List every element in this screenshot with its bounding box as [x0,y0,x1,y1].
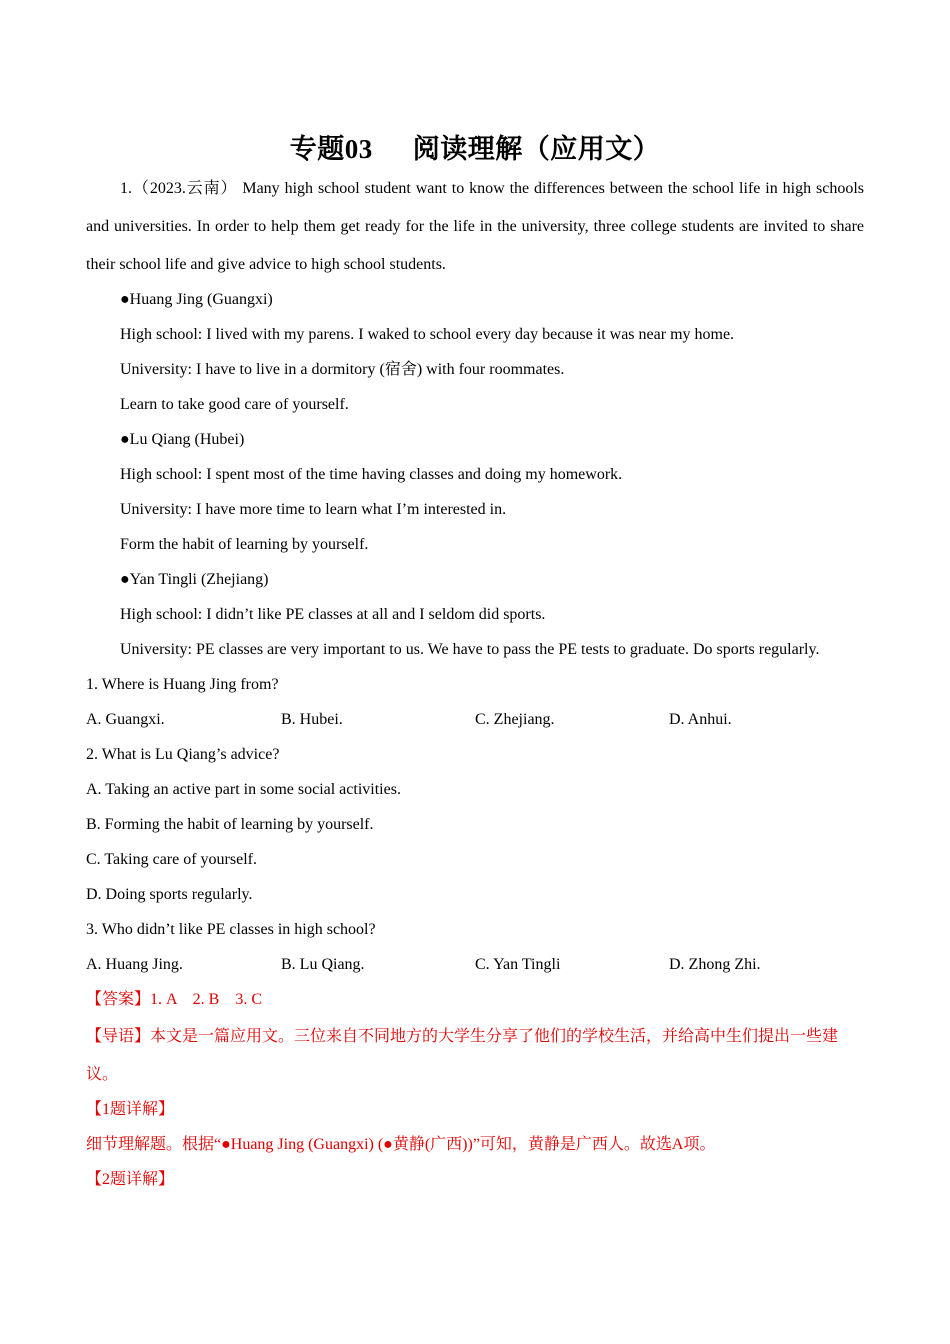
option-c: C. Zhejiang. [475,711,555,728]
student-advice: Form the habit of learning by yourself. [120,536,369,553]
student-high-school: High school: I spent most of the time having classes and doing my homework. [120,466,623,483]
detail-1-text: 细节理解题。根据“●Huang Jing (Guangxi) (●黄静(广西))”可知，黄静是广西人。故选A项。 [86,1136,716,1153]
option-b: B. Hubei. [281,711,343,728]
student-high-school: High school: I didn’t like PE classes at all and I seldom did sports. [120,606,546,623]
student-name: ●Huang Jing (Guangxi) [120,291,273,308]
option-a: A. Guangxi. [86,711,165,728]
page-title [86,127,864,166]
question-1: 1. Where is Huang Jing from? [86,676,279,693]
option-c: C. Yan Tingli [475,956,561,973]
student-high-school: High school: I lived with my parens. I waked to school every day because it was near my home. [120,326,735,343]
option-b: B. Forming the habit of learning by yourself. [86,816,374,833]
student-university: University: I have to live in a dormitory (宿舍) with four roommates. [120,361,565,378]
title-part-2: 阅读理解（应用文） [412,134,661,164]
student-advice: Learn to take good care of yourself. [120,396,349,413]
option-a: A. Huang Jing. [86,956,183,973]
option-d: D. Doing sports regularly. [86,886,253,903]
question-2: 2. What is Lu Qiang’s advice? [86,746,280,763]
detail-2-heading: 【2题详解】 [86,1171,175,1188]
passage-intro: 1.（2023.云南） Many high school student want to know the differences between the school life in high schools and universities. In order to help them get ready for the life in the university, three college students are invited to share their school life and give advice to high school students. [86,180,864,273]
student-university: University: PE classes are very important to us. We have to pass the PE tests to graduate. Do sports regularly. [120,641,820,658]
student-university: University: I have more time to learn what I’m interested in. [120,501,507,518]
student-name: ●Lu Qiang (Hubei) [120,431,245,448]
option-c: C. Taking care of yourself. [86,851,257,868]
guide-text: 【导语】本文是一篇应用文。三位来自不同地方的大学生分享了他们的学校生活，并给高中生们提出一些建议。 [86,1028,839,1083]
answer-key: 【答案】1. A 2. B 3. C [86,991,263,1008]
student-name: ●Yan Tingli (Zhejiang) [120,571,269,588]
option-d: D. Zhong Zhi. [669,956,761,973]
title-part-1: 专题03 [289,134,373,164]
option-a: A. Taking an active part in some social activities. [86,781,401,798]
option-d: D. Anhui. [669,711,732,728]
question-3: 3. Who didn’t like PE classes in high school? [86,921,376,938]
option-b: B. Lu Qiang. [281,956,365,973]
detail-1-heading: 【1题详解】 [86,1101,175,1118]
